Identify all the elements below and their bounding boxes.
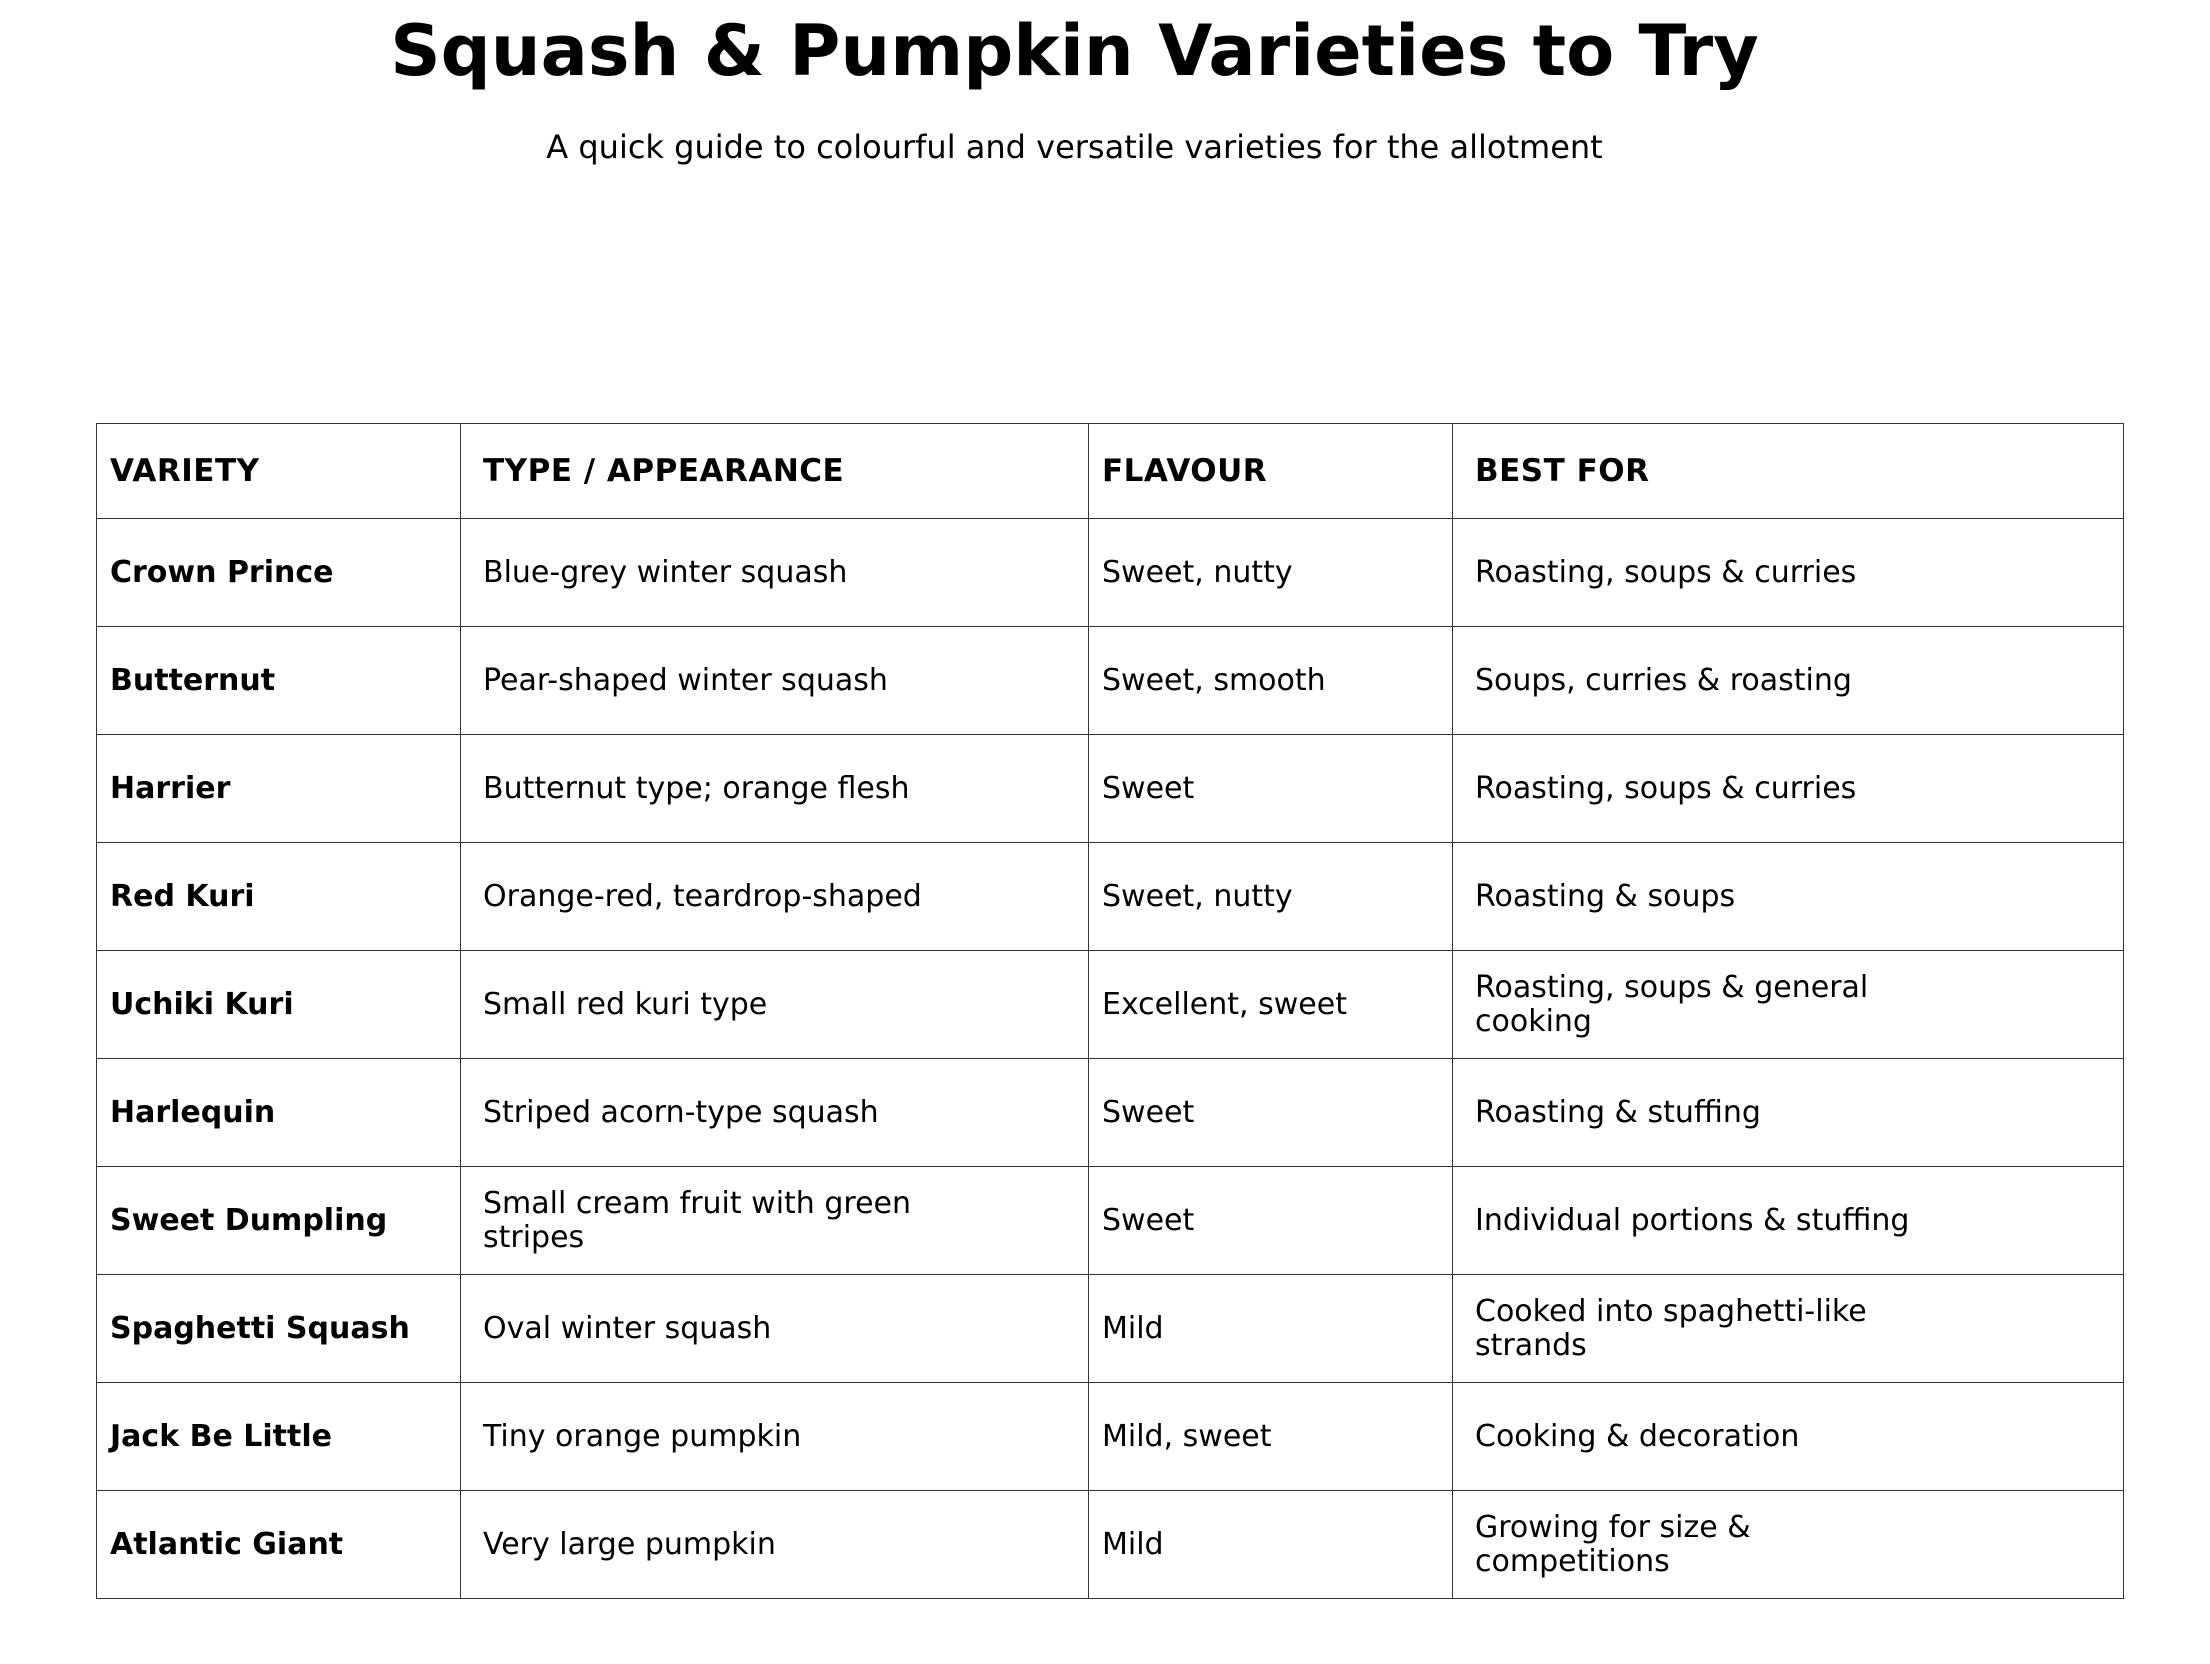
variety-cell — [97, 1275, 461, 1383]
type-appearance-text: Small red kuri type — [483, 986, 768, 1022]
best-for-text: Cooking & decoration — [1475, 1418, 1800, 1454]
type-appearance-cell — [461, 951, 1089, 1059]
best-for-cell — [1453, 519, 2124, 627]
best-for-text: Growing for size & competitions — [1475, 1509, 1751, 1579]
table-row — [97, 951, 2124, 1059]
variety-cell — [97, 1059, 461, 1167]
best-for-text: Individual portions & stuffing — [1475, 1202, 1910, 1238]
type-appearance-text: Tiny orange pumpkin — [483, 1418, 802, 1454]
column-header-flavour: FLAVOUR — [1089, 424, 1453, 519]
type-appearance-cell — [461, 843, 1089, 951]
variety-name: Red Kuri — [110, 878, 255, 914]
variety-name: Atlantic Giant — [110, 1526, 344, 1562]
flavour-text: Sweet, nutty — [1102, 554, 1293, 590]
flavour-cell — [1089, 1491, 1453, 1599]
flavour-cell — [1089, 843, 1453, 951]
flavour-cell — [1089, 1059, 1453, 1167]
column-header-best-for: BEST FOR — [1453, 424, 2124, 519]
varieties-table — [96, 423, 2124, 1599]
flavour-text: Sweet — [1102, 1202, 1195, 1238]
flavour-text: Sweet — [1102, 770, 1195, 806]
best-for-text: Roasting, soups & curries — [1475, 554, 1857, 590]
variety-cell — [97, 1383, 461, 1491]
best-for-text: Roasting & soups — [1475, 878, 1736, 914]
flavour-cell — [1089, 519, 1453, 627]
best-for-text: Roasting, soups & general cooking — [1475, 969, 1869, 1039]
best-for-cell — [1453, 1491, 2124, 1599]
type-appearance-text: Striped acorn-type squash — [483, 1094, 879, 1130]
table-row — [97, 1059, 2124, 1167]
column-header-type-appearance: TYPE / APPEARANCE — [461, 424, 1089, 519]
best-for-cell — [1453, 1059, 2124, 1167]
variety-name: Harlequin — [110, 1094, 276, 1130]
best-for-text: Roasting, soups & curries — [1475, 770, 1857, 806]
type-appearance-text: Pear-shaped winter squash — [483, 662, 888, 698]
table-row — [97, 735, 2124, 843]
variety-cell — [97, 519, 461, 627]
variety-cell — [97, 1491, 461, 1599]
flavour-text: Sweet, nutty — [1102, 878, 1293, 914]
type-appearance-cell — [461, 519, 1089, 627]
best-for-cell — [1453, 1167, 2124, 1275]
variety-cell — [97, 951, 461, 1059]
table-row — [97, 627, 2124, 735]
variety-name: Harrier — [110, 770, 231, 806]
table-row — [97, 1491, 2124, 1599]
variety-name: Jack Be Little — [110, 1418, 332, 1454]
best-for-cell — [1453, 1383, 2124, 1491]
flavour-cell — [1089, 1275, 1453, 1383]
type-appearance-cell — [461, 1275, 1089, 1383]
table-row — [97, 1167, 2124, 1275]
table-row — [97, 1383, 2124, 1491]
best-for-text: Roasting & stuffing — [1475, 1094, 1761, 1130]
variety-cell — [97, 843, 461, 951]
flavour-text: Mild, sweet — [1102, 1418, 1272, 1454]
type-appearance-cell — [461, 627, 1089, 735]
flavour-cell — [1089, 1167, 1453, 1275]
variety-name: Spaghetti Squash — [110, 1310, 410, 1346]
best-for-cell — [1453, 627, 2124, 735]
best-for-text: Cooked into spaghetti-like strands — [1475, 1293, 1867, 1363]
column-header-variety: VARIETY — [97, 424, 461, 519]
variety-name: Crown Prince — [110, 554, 334, 590]
flavour-text: Excellent, sweet — [1102, 986, 1347, 1022]
page-subtitle: A quick guide to colourful and versatile varieties for the allotment — [546, 128, 1603, 166]
type-appearance-text: Small cream fruit with green stripes — [483, 1185, 911, 1255]
best-for-cell — [1453, 951, 2124, 1059]
flavour-text: Sweet — [1102, 1094, 1195, 1130]
page-title: Squash & Pumpkin Varieties to Try — [390, 10, 1759, 92]
type-appearance-text: Blue-grey winter squash — [483, 554, 848, 590]
type-appearance-text: Oval winter squash — [483, 1310, 772, 1346]
flavour-cell — [1089, 1383, 1453, 1491]
variety-name: Butternut — [110, 662, 276, 698]
variety-cell — [97, 735, 461, 843]
type-appearance-cell — [461, 1383, 1089, 1491]
type-appearance-text: Butternut type; orange flesh — [483, 770, 910, 806]
type-appearance-cell — [461, 1059, 1089, 1167]
flavour-cell — [1089, 735, 1453, 843]
type-appearance-cell — [461, 1491, 1089, 1599]
best-for-cell — [1453, 1275, 2124, 1383]
variety-name: Sweet Dumpling — [110, 1202, 388, 1238]
flavour-text: Sweet, smooth — [1102, 662, 1326, 698]
variety-name: Uchiki Kuri — [110, 986, 294, 1022]
type-appearance-text: Orange-red, teardrop-shaped — [483, 878, 922, 914]
type-appearance-cell — [461, 1167, 1089, 1275]
type-appearance-text: Very large pumpkin — [483, 1526, 776, 1562]
table-row — [97, 843, 2124, 951]
variety-cell — [97, 627, 461, 735]
flavour-cell — [1089, 951, 1453, 1059]
flavour-text: Mild — [1102, 1310, 1164, 1346]
variety-cell — [97, 1167, 461, 1275]
table-row — [97, 1275, 2124, 1383]
best-for-cell — [1453, 735, 2124, 843]
best-for-text: Soups, curries & roasting — [1475, 662, 1852, 698]
table-row — [97, 519, 2124, 627]
table-header-row — [97, 424, 2124, 519]
flavour-cell — [1089, 627, 1453, 735]
flavour-text: Mild — [1102, 1526, 1164, 1562]
type-appearance-cell — [461, 735, 1089, 843]
best-for-cell — [1453, 843, 2124, 951]
